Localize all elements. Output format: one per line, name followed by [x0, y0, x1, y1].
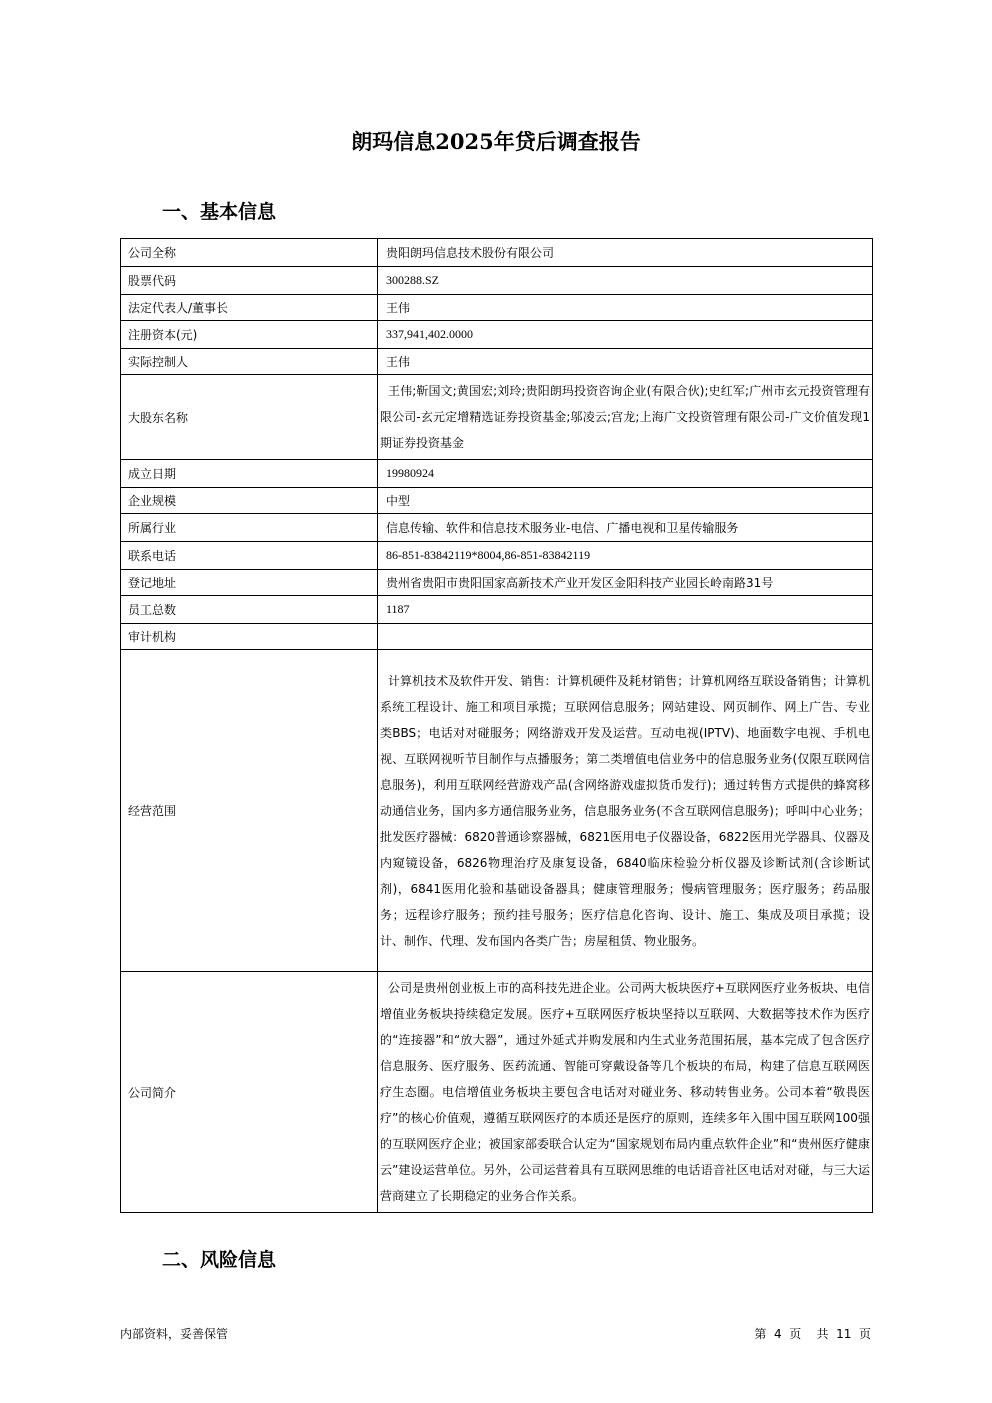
- row-label: 经营范围: [121, 650, 378, 972]
- row-label: 实际控制人: [121, 349, 378, 375]
- table-row: [121, 650, 873, 972]
- table-row: [121, 460, 873, 488]
- basic-info-table: [120, 238, 873, 1213]
- row-label: 大股东名称: [121, 375, 378, 460]
- row-value: 王伟;靳国文;黄国宏;刘玲;贵阳朗玛投资咨询企业(有限合伙);史红军;广州市玄元投资管理有限公司-玄元定增精选证券投资基金;邬凌云;宫龙;上海广文投资管理有限公司-广文价值发现1期证券投资基金: [378, 375, 873, 460]
- footer-page-number: 第 4 页 共 11 页: [754, 1327, 871, 1341]
- row-value: 贵州省贵阳市贵阳国家高新技术产业开发区金阳科技产业园长岭南路31号: [378, 570, 873, 596]
- row-value: 300288.SZ: [378, 267, 873, 295]
- row-label: 股票代码: [121, 267, 378, 295]
- row-label: 成立日期: [121, 460, 378, 488]
- table-row: [121, 239, 873, 267]
- row-value: 王伟: [378, 295, 873, 321]
- row-value: 86-851-83842119*8004,86-851-83842119: [378, 542, 873, 570]
- table-row: [121, 488, 873, 514]
- table-row: [121, 542, 873, 570]
- row-label: 登记地址: [121, 570, 378, 596]
- table-row: [121, 624, 873, 650]
- table-row: [121, 570, 873, 596]
- row-value: 贵阳朗玛信息技术股份有限公司: [378, 239, 873, 267]
- section-heading-basic-info: 一、基本信息: [162, 201, 277, 223]
- row-value: [378, 624, 873, 650]
- table-row: [121, 375, 873, 460]
- table-row: [121, 514, 873, 542]
- row-label: 法定代表人/董事长: [121, 295, 378, 321]
- page-title: 朗玛信息2025年贷后调查报告: [351, 129, 641, 154]
- row-label: 审计机构: [121, 624, 378, 650]
- row-label: 员工总数: [121, 596, 378, 624]
- table-row: [121, 295, 873, 321]
- row-label: 企业规模: [121, 488, 378, 514]
- section-heading-risk-info: 二、风险信息: [162, 1249, 277, 1271]
- row-label: 所属行业: [121, 514, 378, 542]
- row-value: 王伟: [378, 349, 873, 375]
- row-value: 公司是贵州创业板上市的高科技先进企业。公司两大板块医疗+互联网医疗业务板块、电信增值业务板块持续稳定发展。医疗+互联网医疗板块坚持以互联网、大数据等技术作为医疗的“连接器”和“放大器”，通过外延式并购发展和内生式业务范围拓展，基本完成了包含医疗信息服务、医疗服务、医药流通、智能可穿戴设备等几个板块的布局，构建了信息互联网医疗生态圈。电信增值业务板块主要包含电话对对碰业务、移动转售业务。公司本着“敬畏医疗”的核心价值观，遵循互联网医疗的本质还是医疗的原则，连续多年入围中国互联网100强的互联网医疗企业；被国家部委联合认定为“国家规划布局内重点软件企业”和“贵州医疗健康云”建设运营单位。另外，公司运营着具有互联网思维的电话语音社区电话对对碰，与三大运营商建立了长期稳定的业务合作关系。: [378, 972, 873, 1213]
- row-label: 联系电话: [121, 542, 378, 570]
- row-value: 19980924: [378, 460, 873, 488]
- row-value: 计算机技术及软件开发、销售：计算机硬件及耗材销售；计算机网络互联设备销售；计算机系统工程设计、施工和项目承揽；互联网信息服务；网站建设、网页制作、网上广告、专业类BBS；电话对对碰服务；网络游戏开发及运营。互动电视(IPTV)、地面数字电视、手机电视、互联网视听节目制作与点播服务；第二类增值电信业务中的信息服务业务(仅限互联网信息服务)，利用互联网经营游戏产品(含网络游戏虚拟货币发行)；通过转售方式提供的蜂窝移动通信业务，国内多方通信服务业务，信息服务业务(不含互联网信息服务)；呼叫中心业务；批发医疗器械：6820普通诊察器械，6821医用电子仪器设备，6822医用光学器具、仪器及内窥镜设备，6826物理治疗及康复设备，6840临床检验分析仪器及诊断试剂(含诊断试剂)，6841医用化验和基础设备器具；健康管理服务；慢病管理服务；医疗服务；药品服务；远程诊疗服务；预约挂号服务；医疗信息化咨询、设计、施工、集成及项目承揽；设计、制作、代理、发布国内各类广告；房屋租赁、物业服务。: [378, 650, 873, 972]
- table-row: [121, 349, 873, 375]
- table-row: [121, 321, 873, 349]
- row-value: 1187: [378, 596, 873, 624]
- row-value: 中型: [378, 488, 873, 514]
- table-row: [121, 596, 873, 624]
- table-row: [121, 267, 873, 295]
- row-label: 公司全称: [121, 239, 378, 267]
- table-row: [121, 972, 873, 1213]
- row-value: 信息传输、软件和信息技术服务业-电信、广播电视和卫星传输服务: [378, 514, 873, 542]
- footer-confidential-note: 内部资料，妥善保管: [120, 1327, 229, 1341]
- row-label: 公司简介: [121, 972, 378, 1213]
- row-label: 注册资本(元): [121, 321, 378, 349]
- row-value: 337,941,402.0000: [378, 321, 873, 349]
